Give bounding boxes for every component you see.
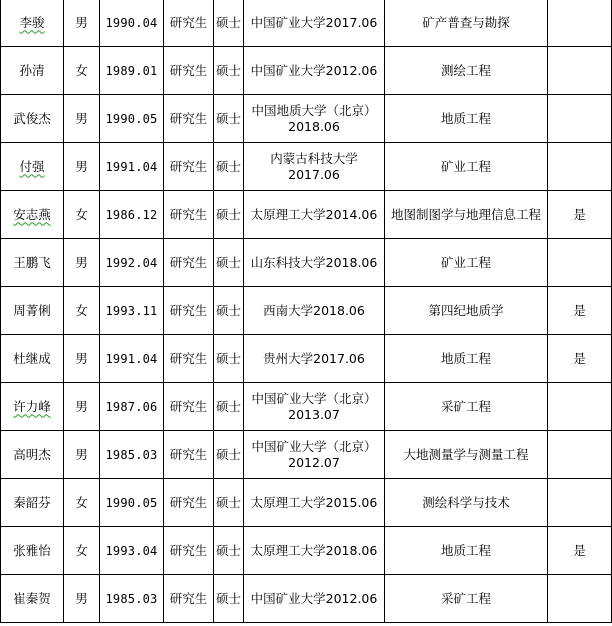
name-cell bbox=[1, 47, 64, 95]
education-cell: 研究生 bbox=[164, 383, 214, 431]
gender-cell: 男 bbox=[64, 143, 100, 191]
school-cell: 中国地质大学（北京）2018.06 bbox=[244, 95, 385, 143]
name-text: 崔秦贺 bbox=[13, 590, 51, 606]
degree-cell: 硕士 bbox=[214, 575, 244, 623]
degree-cell: 硕士 bbox=[214, 191, 244, 239]
table-row bbox=[1, 143, 612, 191]
flag-cell: 是 bbox=[548, 335, 612, 383]
education-cell: 研究生 bbox=[164, 143, 214, 191]
table-row bbox=[1, 47, 612, 95]
major-cell: 地质工程 bbox=[385, 95, 548, 143]
name-text: 秦韶芬 bbox=[13, 494, 51, 510]
degree-cell: 硕士 bbox=[214, 287, 244, 335]
education-cell: 研究生 bbox=[164, 335, 214, 383]
school-cell: 中国矿业大学（北京）2012.07 bbox=[244, 431, 385, 479]
school-cell: 太原理工大学2015.06 bbox=[244, 479, 385, 527]
education-cell: 研究生 bbox=[164, 239, 214, 287]
degree-cell: 硕士 bbox=[214, 95, 244, 143]
name-cell bbox=[1, 335, 64, 383]
table-row bbox=[1, 239, 612, 287]
flag-cell bbox=[548, 383, 612, 431]
table-row bbox=[1, 383, 612, 431]
major-cell: 矿业工程 bbox=[385, 143, 548, 191]
name-cell bbox=[1, 383, 64, 431]
degree-cell: 硕士 bbox=[214, 47, 244, 95]
major-cell: 地质工程 bbox=[385, 335, 548, 383]
gender-cell: 女 bbox=[64, 191, 100, 239]
school-cell: 内蒙古科技大学 2017.06 bbox=[244, 143, 385, 191]
name-text: 周菁俐 bbox=[13, 302, 51, 318]
major-cell: 采矿工程 bbox=[385, 575, 548, 623]
table-row bbox=[1, 191, 612, 239]
name-cell bbox=[1, 431, 64, 479]
degree-cell: 硕士 bbox=[214, 479, 244, 527]
education-cell: 研究生 bbox=[164, 479, 214, 527]
birth-date-cell: 1993.04 bbox=[100, 527, 164, 575]
school-cell: 中国矿业大学2012.06 bbox=[244, 47, 385, 95]
name-cell bbox=[1, 287, 64, 335]
gender-cell: 男 bbox=[64, 575, 100, 623]
gender-cell: 女 bbox=[64, 47, 100, 95]
gender-cell: 男 bbox=[64, 431, 100, 479]
flag-cell bbox=[548, 47, 612, 95]
name-cell bbox=[1, 575, 64, 623]
education-cell: 研究生 bbox=[164, 0, 214, 47]
school-cell: 太原理工大学2018.06 bbox=[244, 527, 385, 575]
name-cell bbox=[1, 479, 64, 527]
name-text: 杜继成 bbox=[13, 350, 51, 366]
birth-date-cell: 1993.11 bbox=[100, 287, 164, 335]
education-cell: 研究生 bbox=[164, 95, 214, 143]
major-cell: 采矿工程 bbox=[385, 383, 548, 431]
gender-cell: 男 bbox=[64, 239, 100, 287]
school-cell: 山东科技大学2018.06 bbox=[244, 239, 385, 287]
table-row bbox=[1, 575, 612, 623]
major-cell: 矿产普查与勘探 bbox=[385, 0, 548, 47]
flag-cell bbox=[548, 239, 612, 287]
education-cell: 研究生 bbox=[164, 527, 214, 575]
education-cell: 研究生 bbox=[164, 287, 214, 335]
name-text: 李骏 bbox=[19, 14, 45, 30]
major-cell: 第四纪地质学 bbox=[385, 287, 548, 335]
gender-cell: 女 bbox=[64, 527, 100, 575]
school-cell: 贵州大学2017.06 bbox=[244, 335, 385, 383]
birth-date-cell: 1990.05 bbox=[100, 479, 164, 527]
education-cell: 研究生 bbox=[164, 47, 214, 95]
school-cell: 中国矿业大学2017.06 bbox=[244, 0, 385, 47]
major-cell: 大地测量学与测量工程 bbox=[385, 431, 548, 479]
gender-cell: 男 bbox=[64, 335, 100, 383]
major-cell: 地质工程 bbox=[385, 527, 548, 575]
birth-date-cell: 1986.12 bbox=[100, 191, 164, 239]
name-text: 安志燕 bbox=[13, 206, 51, 222]
flag-cell bbox=[548, 479, 612, 527]
table-row bbox=[1, 527, 612, 575]
degree-cell: 硕士 bbox=[214, 143, 244, 191]
name-text: 孙清 bbox=[19, 62, 45, 78]
degree-cell: 硕士 bbox=[214, 431, 244, 479]
name-text: 王鹏飞 bbox=[13, 254, 51, 270]
birth-date-cell: 1985.03 bbox=[100, 431, 164, 479]
gender-cell: 女 bbox=[64, 287, 100, 335]
gender-cell: 男 bbox=[64, 0, 100, 47]
flag-cell: 是 bbox=[548, 191, 612, 239]
birth-date-cell: 1987.06 bbox=[100, 383, 164, 431]
gender-cell: 男 bbox=[64, 95, 100, 143]
gender-cell: 男 bbox=[64, 383, 100, 431]
major-cell: 地图制图学与地理信息工程 bbox=[385, 191, 548, 239]
table-row bbox=[1, 479, 612, 527]
birth-date-cell: 1991.04 bbox=[100, 143, 164, 191]
gender-cell: 女 bbox=[64, 479, 100, 527]
birth-date-cell: 1985.03 bbox=[100, 575, 164, 623]
name-text: 付强 bbox=[19, 158, 45, 174]
education-cell: 研究生 bbox=[164, 431, 214, 479]
flag-cell bbox=[548, 431, 612, 479]
education-cell: 研究生 bbox=[164, 191, 214, 239]
flag-cell bbox=[548, 95, 612, 143]
table-row bbox=[1, 335, 612, 383]
name-text: 高明杰 bbox=[13, 446, 51, 462]
major-cell: 矿业工程 bbox=[385, 239, 548, 287]
name-cell bbox=[1, 191, 64, 239]
degree-cell: 硕士 bbox=[214, 383, 244, 431]
table-body bbox=[1, 0, 612, 623]
flag-cell: 是 bbox=[548, 527, 612, 575]
degree-cell: 硕士 bbox=[214, 0, 244, 47]
major-cell: 测绘工程 bbox=[385, 47, 548, 95]
name-cell bbox=[1, 95, 64, 143]
name-text: 武俊杰 bbox=[13, 110, 51, 126]
birth-date-cell: 1990.05 bbox=[100, 95, 164, 143]
school-cell: 太原理工大学2014.06 bbox=[244, 191, 385, 239]
flag-cell bbox=[548, 143, 612, 191]
name-text: 张雅怡 bbox=[13, 542, 51, 558]
degree-cell: 硕士 bbox=[214, 239, 244, 287]
birth-date-cell: 1990.04 bbox=[100, 0, 164, 47]
table-row bbox=[1, 0, 612, 47]
name-cell bbox=[1, 527, 64, 575]
school-cell: 中国矿业大学（北京）2013.07 bbox=[244, 383, 385, 431]
birth-date-cell: 1992.04 bbox=[100, 239, 164, 287]
flag-cell: 是 bbox=[548, 287, 612, 335]
birth-date-cell: 1989.01 bbox=[100, 47, 164, 95]
flag-cell bbox=[548, 575, 612, 623]
name-cell bbox=[1, 239, 64, 287]
major-cell: 测绘科学与技术 bbox=[385, 479, 548, 527]
education-cell: 研究生 bbox=[164, 575, 214, 623]
name-cell bbox=[1, 0, 64, 47]
degree-cell: 硕士 bbox=[214, 335, 244, 383]
flag-cell bbox=[548, 0, 612, 47]
school-cell: 中国矿业大学2012.06 bbox=[244, 575, 385, 623]
school-cell: 西南大学2018.06 bbox=[244, 287, 385, 335]
table-row bbox=[1, 95, 612, 143]
table-row bbox=[1, 431, 612, 479]
table-row bbox=[1, 287, 612, 335]
name-cell bbox=[1, 143, 64, 191]
degree-cell: 硕士 bbox=[214, 527, 244, 575]
name-text: 许力峰 bbox=[13, 398, 51, 414]
birth-date-cell: 1991.04 bbox=[100, 335, 164, 383]
